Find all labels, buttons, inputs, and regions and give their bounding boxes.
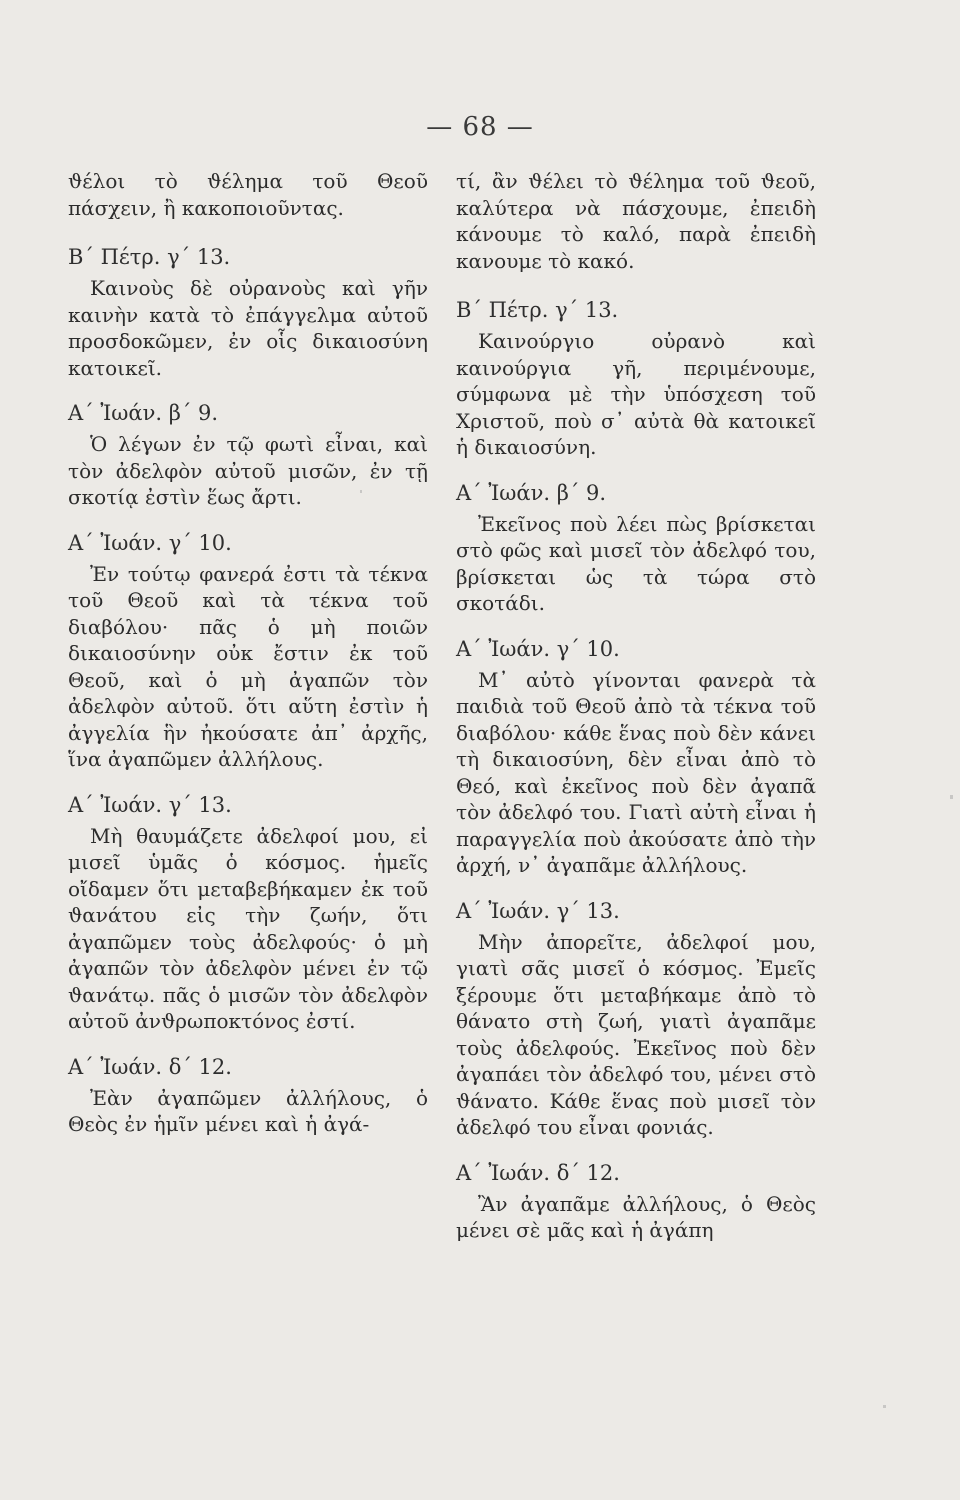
right-verse-text: Μ᾽ αὐτὸ γίνονται φανερὰ τὰ παιδιὰ τοῦ Θεοῦ ἀπὸ τὰ τέκνα τοῦ διαβόλου· κάθε ἕνας ποὺ δὲν κάνει τὴ δικαιοσύνη, δὲν εἶναι ἀπὸ τὸ Θεό, καὶ ἐκεῖνος ποὺ δὲν ἀγαπᾶ τὸν ἀδελφό του. Γιατὶ αὐτὴ εἶναι ἡ παραγγελία ποὺ ἀκούσατε ἀπὸ τὴν ἀρχή, ν᾽ ἀγαπᾶμε ἀλλήλους. [456, 667, 816, 877]
left-column-ancient-greek [68, 168, 428, 1156]
right-column-modern-greek [456, 168, 816, 1262]
left-section-2 [68, 399, 428, 511]
right-verse-ref: Α΄ Ἰωάν. δ΄ 12. [456, 1160, 620, 1185]
right-verse-ref: Α΄ Ἰωάν. γ΄ 13. [456, 898, 620, 923]
left-verse-ref: Α΄ Ἰωάν. γ΄ 13. [68, 792, 232, 817]
page-number: — 68 — [426, 112, 534, 142]
right-verse-text: Καινούργιο οὐρανὸ καὶ καινούργια γῆ, περιμένουμε, σύμφωνα μὲ τὴν ὑπόσχεση τοῦ Χριστοῦ, ποὺ σ᾽ αὐτὰ θὰ κατοικεῖ ἡ δικαιοσύνη. [456, 329, 816, 459]
right-verse-ref: Β΄ Πέτρ. γ΄ 13. [456, 298, 619, 322]
right-section-5 [456, 1159, 816, 1244]
left-verse-text: Ἐὰν ἀγαπῶμεν ἀλλήλους, ὁ Θεὸς ἐν ἡμῖν μένει καὶ ἡ ἀγά- [68, 1085, 428, 1136]
left-section-5 [68, 1053, 428, 1138]
left-lead-text: ϑέλοι τὸ ϑέλημα τοῦ Θεοῦ πάσχειν, ἢ κακοποιοῦντας. [68, 169, 428, 220]
left-verse-ref: Α΄ Ἰωάν. β΄ 9. [68, 401, 219, 425]
right-verse-ref: Α΄ Ἰωάν. β΄ 9. [456, 480, 607, 505]
print-speck [360, 490, 362, 493]
print-speck [883, 1405, 886, 1408]
left-verse-text: Καινοὺς δὲ οὐρανοὺς καὶ γῆν καινὴν κατὰ τὸ ἐπάγγελμα αὐτοῦ προσδοκῶμεν, ἐν οἷς δικαιοσύνη κατοικεῖ. [68, 276, 428, 380]
right-section-1 [456, 296, 816, 461]
left-verse-ref: Α΄ Ἰωάν. γ΄ 10. [68, 530, 232, 555]
print-speck [950, 795, 953, 799]
left-verse-text: Ὁ λέγων ἐν τῷ φωτὶ εἶναι, καὶ τὸν ἀδελφὸν αὐτοῦ μισῶν, ἐν τῇ σκοτίᾳ ἐστὶν ἕως ἄρτι. [68, 432, 428, 509]
right-lead-text: τί, ἂν ϑέλει τὸ ϑέλημα τοῦ ϑεοῦ, καλύτερα νὰ πάσχουμε, ἐπειδὴ κάνουμε τὸ καλό, παρὰ ἐπειδὴ κανουμε τὸ κακό. [456, 169, 816, 273]
left-verse-ref: Β΄ Πέτρ. γ΄ 13. [68, 245, 231, 269]
right-section-4 [456, 897, 816, 1141]
right-section-3 [456, 635, 816, 879]
right-verse-ref: Α΄ Ἰωάν. γ΄ 10. [456, 636, 620, 661]
left-section-3 [68, 529, 428, 773]
left-section-4 [68, 791, 428, 1035]
left-section-1 [68, 243, 428, 381]
right-verse-text: Ἐκεῖνος ποὺ λέει πὼς βρίσκεται στὸ φῶς καὶ μισεῖ τὸν ἀδελφό του, βρίσκεται ὡς τὰ τώρα στὸ σκοτάδι. [456, 511, 816, 615]
left-verse-ref: Α΄ Ἰωάν. δ΄ 12. [68, 1054, 232, 1079]
right-verse-text: Μὴν ἀπορεῖτε, ἀδελφοί μου, γιατὶ σᾶς μισεῖ ὁ κόσμος. Ἐμεῖς ξέρουμε ὅτι μεταβήκαμε ἀπὸ τὸ θάνατο στὴ ζωή, γιατὶ ἀγαπᾶμε τοὺς ἀδελφούς. Ἐκεῖνος ποὺ δὲν ἀγαπάει τὸν ἀδελφό του, μένει στὸ ϑάνατο. Κάθε ἕνας ποὺ μισεῖ τὸν ἀδελφό του εἶναι φονιάς. [456, 929, 816, 1139]
right-section-2 [456, 479, 816, 617]
left-verse-text: Μὴ θαυμάζετε ἀδελφοί μου, εἰ μισεῖ ὑμᾶς ὁ κόσμος. ἡμεῖς οἴδαμεν ὅτι μεταβεβήκαμεν ἐκ τοῦ ϑανάτου εἰς τὴν ζωήν, ὅτι ἀγαπῶμεν τοὺς ἀδελφούς· ὁ μὴ ἀγαπῶν τὸν ἀδελφὸν μένει ἐν τῷ ϑανάτῳ. πᾶς ὁ μισῶν τὸν ἀδελφὸν αὐτοῦ ἀνϑρωποκτόνος ἐστί. [68, 823, 428, 1033]
right-verse-text: Ἂν ἀγαπᾶμε ἀλλήλους, ὁ Θεὸς μένει σὲ μᾶς καὶ ἡ ἀγάπη [456, 1191, 816, 1242]
left-verse-text: Ἐν τούτῳ φανερά ἐστι τὰ τέκνα τοῦ Θεοῦ καὶ τὰ τέκνα τοῦ διαβόλου· πᾶς ὁ μὴ ποιῶν δικαιοσύνην οὐκ ἔστιν ἐκ τοῦ Θεοῦ, καὶ ὁ μὴ ἀγαπῶν τὸν ἀδελφὸν αὐτοῦ. ὅτι αὕτη ἐστὶν ἡ ἀγγελία ἣν ἠκούσατε ἀπ᾽ ἀρχῆς, ἵνα ἀγαπῶμεν ἀλλήλους. [68, 561, 428, 771]
